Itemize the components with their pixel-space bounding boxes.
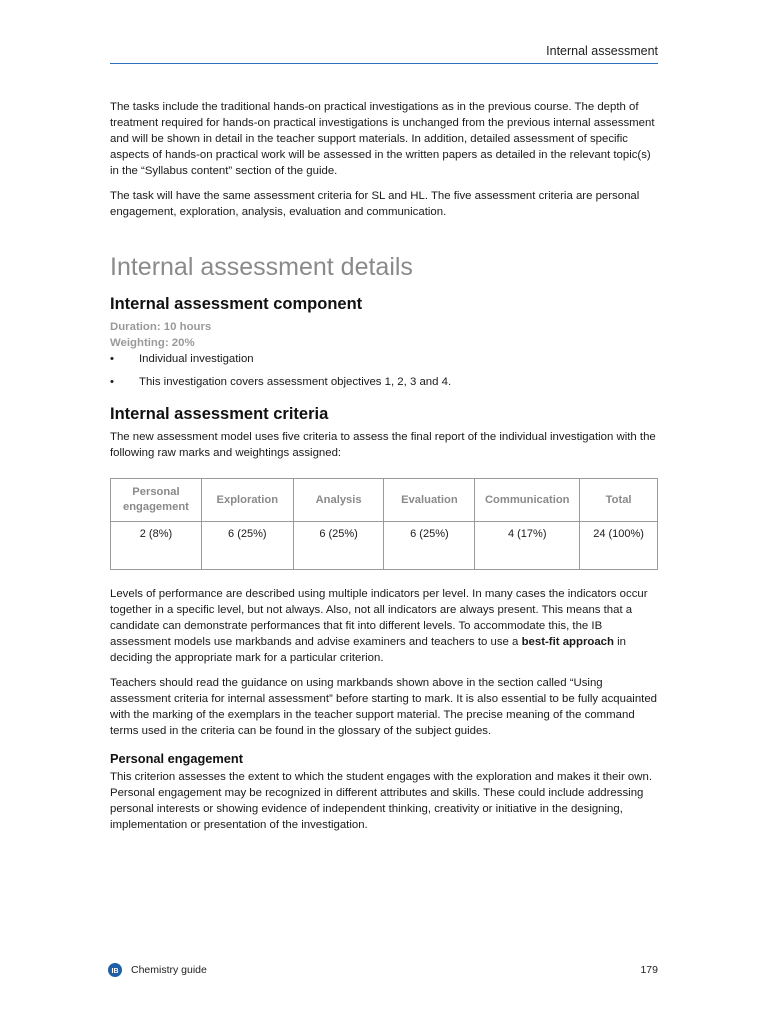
- list-item: [110, 351, 658, 367]
- duration-label: Duration: 10 hours: [110, 321, 212, 333]
- teachers-paragraph: Teachers should read the guidance on using markbands shown above in the section called “Using assessment criteria for internal assessment” before starting to mark. It is also essential to be fully acquainted with the marking of the exemplars in the teacher support material. The precise meaning of the command terms used in the criteria can be found in the glossary of the subject guides.: [110, 677, 658, 737]
- bullet-icon: •: [110, 376, 114, 388]
- weighting-label: Weighting: 20%: [110, 337, 195, 349]
- column-header-evaluation: Evaluation: [384, 479, 475, 522]
- table-cell: 6 (25%): [293, 522, 384, 570]
- bullet-icon: •: [110, 353, 114, 365]
- table-row: [111, 522, 658, 570]
- page-number: 179: [640, 964, 658, 976]
- component-bullet-list: [110, 351, 658, 390]
- bullet-text: Individual investigation: [139, 353, 254, 365]
- criteria-table: [110, 478, 658, 570]
- table-cell: 2 (8%): [111, 522, 202, 570]
- section-heading: Internal assessment details: [110, 253, 413, 281]
- personal-engagement-paragraph: This criterion assesses the extent to which the student engages with the exploration and makes it their own. Personal engagement may be recognized in different attributes and skills. These could include addressing personal interests or showing evidence of independent thinking, creativity or initiative in the designing, implementation or presentation of the investigation.: [110, 771, 652, 831]
- running-header: [110, 44, 658, 64]
- levels-text-start: Levels of performance are described using multiple indicators per level. In many cases the indicators occur together in a specific level, but not always. Also, not all indicators are always present. This means that a candidate can demonstrate performances that fit into different levels. To accommodate this, the IB assessment models use markbands and advise examiners and teachers to use a: [110, 588, 648, 648]
- document-name: Chemistry guide: [131, 964, 207, 976]
- criteria-heading: Internal assessment criteria: [110, 405, 329, 423]
- levels-text-end: in deciding the appropriate mark for a particular criterion.: [110, 636, 626, 664]
- bullet-text: This investigation covers assessment objectives 1, 2, 3 and 4.: [139, 376, 452, 388]
- column-header-communication: Communication: [475, 479, 580, 522]
- running-header-title: Internal assessment: [546, 44, 658, 58]
- intro-paragraph-2: The task will have the same assessment criteria for SL and HL. The five assessment criteria are personal engagement, exploration, analysis, evaluation and communication.: [110, 190, 640, 218]
- component-heading: Internal assessment component: [110, 295, 363, 313]
- table-cell: 4 (17%): [475, 522, 580, 570]
- table-cell: 6 (25%): [384, 522, 475, 570]
- list-item: [110, 374, 658, 390]
- table-cell: 24 (100%): [580, 522, 658, 570]
- column-header-exploration: Exploration: [201, 479, 293, 522]
- column-header-personal-engagement: Personal engagement: [111, 479, 202, 522]
- ib-logo-icon: [108, 963, 122, 977]
- page-footer: [108, 962, 658, 980]
- criteria-intro: The new assessment model uses five criteria to assess the final report of the individual investigation with the following raw marks and weightings assigned:: [110, 431, 656, 459]
- best-fit-term: best-fit approach: [521, 636, 614, 648]
- column-header-analysis: Analysis: [293, 479, 384, 522]
- intro-paragraph-1: The tasks include the traditional hands-on practical investigations as in the previous course. The depth of treatment required for hands-on practical investigations is unchanged from the previous internal assessment and will be shown in detail in the teacher support materials. In addition, detailed assessment of specific aspects of hands-on practical work will be assessed in the written papers as detailed in the relevant topic(s) in the “Syllabus content” section of the guide.: [110, 101, 655, 177]
- table-header-row: [111, 479, 658, 522]
- personal-engagement-heading: Personal engagement: [110, 751, 243, 766]
- table-cell: 6 (25%): [201, 522, 293, 570]
- page-content: [110, 99, 658, 842]
- levels-paragraph: [110, 586, 658, 666]
- column-header-total: Total: [580, 479, 658, 522]
- svg-text:IB: IB: [111, 968, 119, 975]
